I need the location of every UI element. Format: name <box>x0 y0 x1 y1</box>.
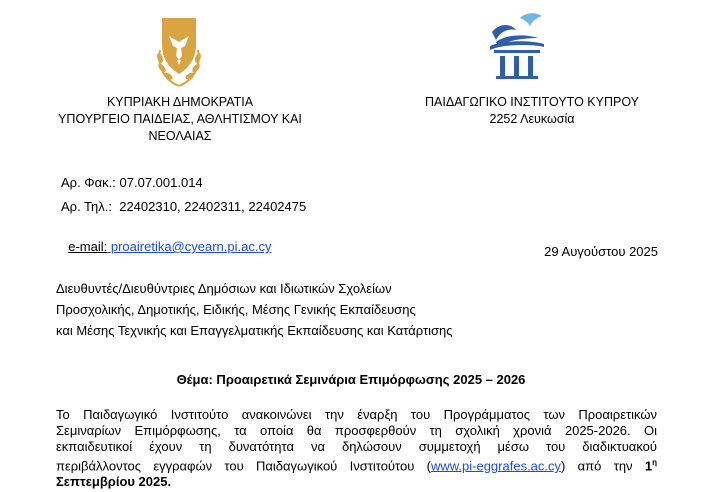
email-link[interactable]: proairetika@cyearn.pi.ac.cy <box>107 239 272 254</box>
header-right-line1: ΠΑΙΔΑΓΩΓΙΚΟ ΙΝΣΤΙΤΟΥΤΟ ΚΥΠΡΟΥ <box>425 95 639 109</box>
recipient-line: και Μέσης Τεχνικής και Επαγγελματικής Εκπαίδευσης και Κατάρτισης <box>56 323 453 338</box>
body-line4-text-after: ) από την <box>561 458 645 474</box>
subject-line: Θέμα: Προαιρετικά Σεμινάρια Επιμόρφωσης 2025 – 2026 <box>176 372 526 387</box>
header-left-line2: ΥΠΟΥΡΓΕΙΟ ΠΑΙΔΕΙΑΣ, ΑΘΛΗΤΙΣΜΟΥ ΚΑΙ <box>58 112 302 126</box>
phone-numbers: Αρ. Τηλ.: 22402310, 22402311, 22402475 <box>61 199 307 214</box>
pedagogical-institute-logo-icon <box>486 10 548 80</box>
start-day: 1 <box>644 458 653 474</box>
email-label: e-mail: <box>68 239 108 254</box>
body-line: εκπαιδευτικοί έχουν τη δυνατότητα να δηλώσουν συμμετοχή μέσω του διαδικτυακού <box>56 439 657 454</box>
institute-header <box>400 94 664 128</box>
cyprus-coat-of-arms-icon <box>152 14 206 88</box>
body-line <box>56 455 657 474</box>
email-line <box>61 224 271 254</box>
header-right-line2: 2252 Λευκωσία <box>489 112 575 126</box>
body-line: Σεμιναρίων Επιμόρφωσης, τα οποία θα προσφερθούν τη σχολική χρονιά 2025-2026. Οι <box>56 423 657 438</box>
header-left-line3: ΝΕΟΛΑΙΑΣ <box>148 129 212 143</box>
file-number: Αρ. Φακ.: 07.07.001.014 <box>61 175 203 190</box>
letter-date: 29 Αυγούστου 2025 <box>544 244 658 259</box>
body-line4-text: περιβάλλοντος εγγραφών του Παιδαγωγικού Ινστιτούτου ( <box>56 458 431 474</box>
recipient-line: Προσχολικής, Δημοτικής, Ειδικής, Μέσης Γενικής Εκπαίδευσης <box>56 302 416 317</box>
ministry-header <box>48 94 312 145</box>
recipient-line: Διευθυντές/Διευθύντριες Δημόσιων και Ιδιωτικών Σχολείων <box>56 281 392 296</box>
enrolment-site-link[interactable]: www.pi-eggrafes.ac.cy <box>430 458 562 474</box>
body-paragraph <box>56 407 657 490</box>
ordinal-suffix: η <box>652 458 657 467</box>
recipients-block <box>56 278 453 341</box>
header-left-line1: ΚΥΠΡΙΑΚΗ ΔΗΜΟΚΡΑΤΙΑ <box>106 95 254 109</box>
start-month-year: Σεπτεμβρίου 2025. <box>56 474 172 490</box>
body-line: Το Παιδαγωγικό Ινστιτούτο ανακοινώνει την έναρξη του Προγράμματος των Προαιρετικών <box>56 407 657 422</box>
